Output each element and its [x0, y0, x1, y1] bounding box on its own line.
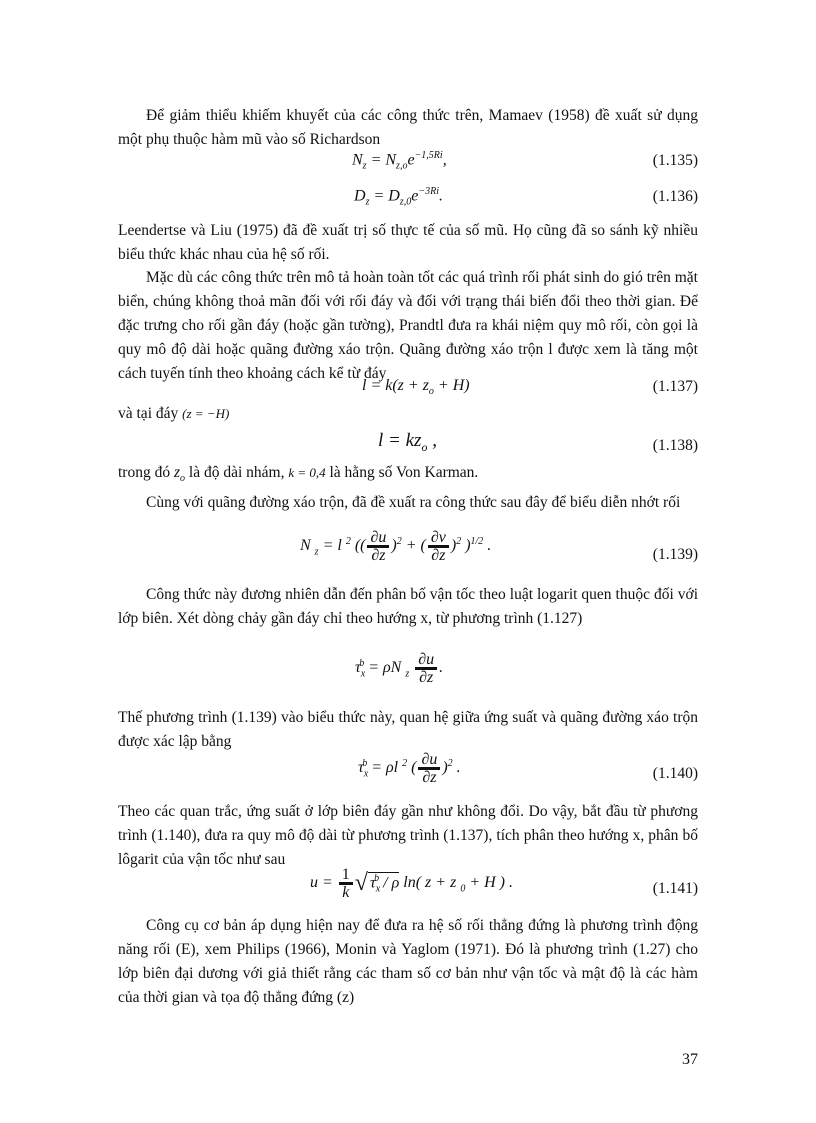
equation-number-1-139: (1.139) — [652, 546, 698, 563]
paragraph-3: Mặc dù các công thức trên mô tả hoàn toàn tốt các quá trình rối phát sinh do gió trên mặt biển, chúng không thoả mãn đối với rối đáy và đối với trạng thái biến đổi theo thời gian. Để đặc trưng cho rối gần đáy (hoặc gần tường), Prandtl đưa ra khái niệm quy mô rối, còn gọi là quy mô độ dài hoặc quãng đường xáo trộn. Quãng đường xáo trộn l được xem là tăng một cách tuyến tính theo khoảng cách kể từ đáy — [118, 269, 698, 382]
equation-1-140: $\tau_x^b = \rho l$ $^2$ ( $\frac{\partial u}{\partial z}$ )$^2$ . — [358, 751, 461, 786]
paragraph-5-text-b: là độ dài nhám, — [188, 464, 285, 481]
paragraph-4-text: và tại đáy — [118, 405, 179, 422]
equation-number-1-136: (1.136) — [652, 188, 698, 205]
equation-1-141: u = $\frac{1}{k}$ √ $\tau_x^b$ / ρ ln( z + z $_0$ + H ) . — [310, 866, 513, 901]
paragraph-1: Để giảm thiểu khiếm khuyết của các công thức trên, Mamaev (1958) đề xuất sử dụng một phụ thuộc hàm mũ vào số Richardson — [118, 107, 698, 148]
equation-number-1-141: (1.141) — [652, 880, 698, 897]
paragraph-5 — [118, 461, 698, 491]
equation-1-138: $l = kz_o$ , — [378, 430, 437, 454]
paragraph-5-text-a: trong đó — [118, 464, 171, 481]
paragraph-5-z0: $z_o$ — [173, 464, 186, 485]
paragraph-2: Leendertse và Liu (1975) đã đề xuất trị số thực tế của số mũ. Họ cũng đã so sánh kỹ nhiều biểu thức khác nhau của hệ số rối. — [118, 222, 698, 263]
equation-number-1-135: (1.135) — [652, 152, 698, 169]
paragraph-5-k: k = 0,4 — [288, 465, 326, 480]
paragraph-8: Thế phương trình (1.139) vào biểu thức này, quan hệ giữa ứng suất và quãng đường xáo trộn được xác lập bằng — [118, 709, 698, 750]
page-number: 37 — [682, 1051, 698, 1068]
paragraph-7: Công thức này đương nhiên dẫn đến phân bố vận tốc theo luật logarit quen thuộc đối với lớp biên. Xét dòng chảy gần đáy chỉ theo hướng x, từ phương trình (1.127) — [118, 586, 698, 627]
equation-number-1-137: (1.137) — [652, 378, 698, 395]
paragraph-5-text-c: là hằng số Von Karman. — [329, 464, 479, 481]
equation-1-127-display: $\tau_x^b = \rho N$ $_z$ $\frac{\partial u}{\partial z}$ . — [355, 651, 444, 686]
paragraph-10: Công cụ cơ bản áp dụng hiện nay để đưa ra hệ số rối thẳng đứng là phương trình động năng rối (E), xem Philips (1966), Monin và Yaglom (1971). Đó là phương trình (1.27) cho lớp biên đại dương với giả thiết rằng các tham số cơ bản như vận tốc và mật độ là các hàm của thời gian và tọa độ thẳng đứng (z) — [118, 917, 698, 1006]
paragraph-9: Theo các quan trắc, ứng suất ở lớp biên đáy gần như không đổi. Do vậy, bắt đầu từ phương trình (1.140), đưa ra quy mô độ dài từ phương trình (1.137), tích phân theo hướng x, phân bố lôgarit của vận tốc như sau — [118, 803, 698, 868]
equation-number-1-140: (1.140) — [652, 765, 698, 782]
equation-number-1-138: (1.138) — [652, 437, 698, 454]
equation-1-135: $N_z = N_{z,o}e^{-1,5Ri}$, — [352, 150, 447, 172]
equation-1-136: $D_z = D_{z,0}e^{-3Ri}$. — [354, 186, 443, 208]
paragraph-6: Cùng với quãng đường xáo trộn, đã đề xuất ra công thức sau đây để biểu diễn nhớt rối — [146, 494, 681, 511]
equation-1-137: $l = k(z + z_o + H)$ — [362, 377, 470, 398]
equation-1-139: N $_z$ = l $^2$ (( $\frac{\partial u}{\partial z}$ )$^2$ + ( $\frac{\partial v}{\partial z}$ )$^2$ )$^{1/2}$ . — [300, 529, 492, 564]
paragraph-4-condition: (z = −H) — [182, 406, 230, 421]
paragraph-4 — [118, 402, 698, 426]
